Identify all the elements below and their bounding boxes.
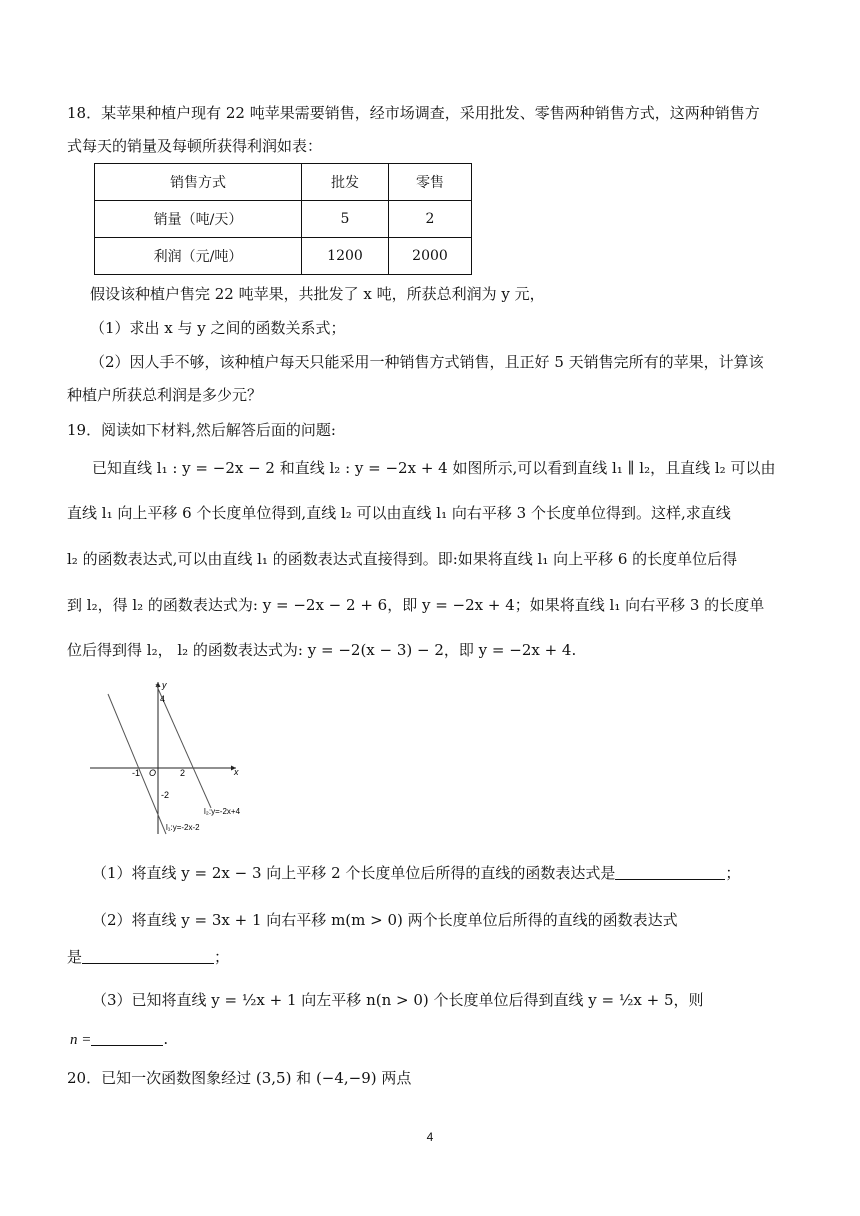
q20-line: 20．已知一次函数图象经过 (3,5) 和 (−4,−9) 两点 <box>67 1069 412 1087</box>
table-row <box>95 201 472 238</box>
q19-sub-2b <box>67 947 229 967</box>
q19-para-2: 直线 l₁ 向上平移 6 个长度单位得到,直线 l₂ 可以由直线 l₁ 向右平移 3 个长度单位得到。这样,求直线 <box>67 504 731 522</box>
line-l2-label: l₂:y=-2x+4 <box>204 807 241 816</box>
table-cell: 5 <box>302 201 389 238</box>
two-lines-graph <box>86 676 256 838</box>
table-cell: 销量（吨/天） <box>95 201 302 238</box>
q18-line-2: 式每天的销量及每顿所获得利润如表： <box>67 137 323 155</box>
line-l1-label: l₁:y=-2x-2 <box>166 823 200 832</box>
q19-sub-3-end: . <box>163 1030 169 1048</box>
q19-sub-2-end: ； <box>214 948 230 966</box>
q19-sub-3-n: n = <box>70 1032 92 1048</box>
answer-blank-2[interactable] <box>82 947 214 964</box>
page-number: 4 <box>426 1130 434 1144</box>
q18-sub-2b: 种植户所获总利润是多少元？ <box>67 386 263 404</box>
tick-label-neg2: -2 <box>161 790 170 800</box>
q19-sub-1 <box>92 863 740 883</box>
q19-intro: 19．阅读如下材料,然后解答后面的问题: <box>67 421 336 439</box>
table-cell: 2 <box>389 201 472 238</box>
q19-para-1: 已知直线 l₁ : y = −2x − 2 和直线 l₂ : y = −2x + 4 如图所示,可以看到直线 l₁ ∥ l₂，且直线 l₂ 可以由 <box>92 459 776 477</box>
answer-blank-1[interactable] <box>615 863 725 880</box>
q19-sub-3b <box>70 1029 168 1050</box>
q19-sub-2-prefix: 是 <box>67 948 83 966</box>
q19-sub-1-text: （1）将直线 y = 2x − 3 向上平移 2 个长度单位后所得的直线的函数表达式是 <box>92 864 616 882</box>
q18-sub-1: （1）求出 x 与 y 之间的函数关系式； <box>90 319 346 337</box>
q19-para-3: l₂ 的函数表达式,可以由直线 l₁ 的函数表达式直接得到。即:如果将直线 l₁ 向上平移 6 的长度单位后得 <box>67 550 738 568</box>
origin-label: O <box>149 768 157 778</box>
q19-sub-3a: （3）已知将直线 y = ½x + 1 向左平移 n(n > 0) 个长度单位后得到直线 y = ½x + 5，则 <box>92 991 704 1009</box>
table-header-cell: 零售 <box>389 164 472 201</box>
q19-sub-1-end: ； <box>725 864 741 882</box>
line-l1 <box>108 694 166 834</box>
table-cell: 利润（元/吨） <box>95 238 302 275</box>
sales-table <box>94 163 472 275</box>
tick-label-neg1: -1 <box>132 768 141 778</box>
q18-assumption: 假设该种植户售完 22 吨苹果，共批发了 x 吨，所获总利润为 y 元， <box>90 285 545 303</box>
q18-sub-2a: （2）因人手不够，该种植户每天只能采用一种销售方式销售，且正好 5 天销售完所有的苹果，计算该 <box>90 353 764 371</box>
table-cell: 2000 <box>389 238 472 275</box>
table-header-cell: 批发 <box>302 164 389 201</box>
q18-line-1: 18．某苹果种植户现有 22 吨苹果需要销售，经市场调查，采用批发、零售两种销售方式，这两种销售方 <box>67 104 760 122</box>
table-header-cell: 销售方式 <box>95 164 302 201</box>
q19-sub-2a: （2）将直线 y = 3x + 1 向右平移 m(m > 0) 两个长度单位后所得的直线的函数表达式 <box>92 911 678 929</box>
q19-para-5: 位后得到得 l₂， l₂ 的函数表达式为: y = −2(x − 3) − 2，即 y = −2x + 4. <box>67 641 577 659</box>
table-row <box>95 238 472 275</box>
q19-para-4: 到 l₂，得 l₂ 的函数表达式为: y = −2x − 2 + 6，即 y = −2x + 4；如果将直线 l₁ 向右平移 3 的长度单 <box>67 596 765 614</box>
tick-label-4: 4 <box>160 694 166 704</box>
table-cell: 1200 <box>302 238 389 275</box>
x-axis-label: x <box>234 767 239 777</box>
tick-label-2: 2 <box>180 768 186 778</box>
answer-blank-3[interactable] <box>91 1029 163 1046</box>
y-axis-label: y <box>162 680 167 690</box>
table-header-row <box>95 164 472 201</box>
